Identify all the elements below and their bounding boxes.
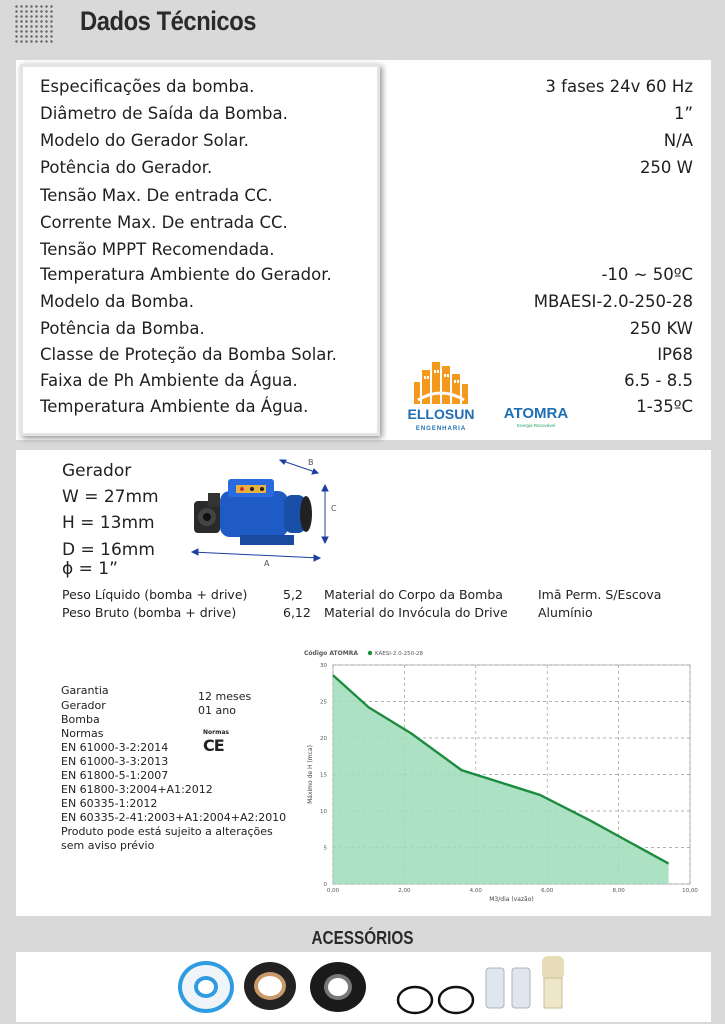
warranty-generator-value: 12 meses	[198, 690, 252, 703]
dimension-w: W = 27mm	[62, 487, 159, 507]
spec-label: Classe de Proteção da Bomba Solar.	[40, 345, 337, 364]
x-tick-label: 0,00	[326, 888, 340, 894]
generator-title: Gerador	[62, 461, 132, 481]
dimension-b-label: B	[308, 458, 314, 467]
spec-value: MBAESI-2.0-250-28	[533, 292, 693, 311]
drive-material-label: Material do Invócula do Drive	[324, 605, 508, 620]
x-axis-label: M3/dia (vazão)	[489, 896, 534, 903]
atomra-logo-name: ATOMRA	[503, 405, 569, 422]
y-tick-label: 0	[323, 882, 327, 888]
drive-material-value: Alumínio	[538, 605, 593, 620]
spec-value: 250 KW	[629, 319, 693, 338]
performance-chart	[300, 645, 705, 910]
spec-value: 1”	[673, 104, 693, 123]
weight-liquid-label: Peso Líquido (bomba + drive)	[62, 587, 248, 602]
spec-value: N/A	[663, 131, 693, 150]
warranty-pump-value: 01 ano	[198, 704, 236, 717]
ellosun-logo-name: ELLOSUN	[407, 406, 475, 422]
spec-label: Temperatura Ambiente do Gerador.	[40, 265, 332, 284]
ellosun-logo	[404, 356, 478, 436]
spec-value: IP68	[657, 345, 693, 364]
spec-label: Faixa de Ph Ambiente da Água.	[40, 371, 298, 390]
y-tick-label: 20	[320, 736, 327, 742]
standard-item: EN 61800-3:2004+A1:2012	[61, 783, 213, 796]
disclaimer-line-1: Produto pode está sujeito a alterações	[61, 825, 273, 838]
pump-diagram	[180, 455, 350, 580]
spec-label: Diâmetro de Saída da Bomba.	[40, 104, 288, 123]
warranty-generator-label: Gerador	[61, 699, 106, 712]
dimension-c-label: C	[331, 504, 337, 513]
x-tick-label: 2,00	[398, 888, 411, 894]
spec-value: 250 W	[639, 158, 693, 177]
y-tick-label: 10	[320, 809, 327, 815]
y-tick-label: 25	[320, 699, 327, 706]
body-material-label: Material do Corpo da Bomba	[324, 587, 503, 602]
normas-badge-label: Normas	[203, 729, 229, 736]
spec-value: 3 fases 24v 60 Hz	[545, 77, 693, 96]
legend-label: KAESI-2.0-250-28	[375, 651, 424, 657]
chart-title: Código ATOMRA	[304, 650, 358, 657]
spec-label: Modelo da Bomba.	[40, 292, 195, 311]
y-tick-label: 15	[320, 772, 327, 779]
y-tick-label: 30	[320, 663, 327, 669]
series-area	[333, 675, 669, 884]
warranty-pump-label: Bomba	[61, 713, 100, 726]
spec-label: Potência da Bomba.	[40, 319, 205, 338]
standard-item: EN 60335-2-41:2003+A1:2004+A2:2010	[61, 811, 287, 824]
atomra-logo	[496, 400, 576, 430]
warranty-title: Garantia	[61, 684, 109, 697]
x-tick-label: 10,00	[682, 888, 698, 894]
standard-item: EN 61000-3-3:2013	[61, 755, 169, 768]
x-tick-label: 6,00	[541, 888, 554, 894]
body-material-value: Imã Perm. S/Escova	[538, 587, 662, 602]
weight-gross-label: Peso Bruto (bomba + drive)	[62, 605, 237, 620]
spec-label: Modelo do Gerador Solar.	[40, 131, 249, 150]
dimension-h: H = 13mm	[62, 513, 155, 533]
atomra-logo-sub: Energia Renovável	[516, 423, 556, 428]
standards-label: Normas	[61, 727, 104, 740]
insulating-tape-icon	[244, 962, 296, 1010]
spec-label: Tensão MPPT Recomendada.	[40, 240, 275, 259]
standard-item: EN 61800-5-1:2007	[61, 769, 169, 782]
spec-label: Tensão Max. De entrada CC.	[40, 186, 273, 205]
foot-valve-icon	[542, 956, 564, 1008]
pump-image	[194, 479, 312, 545]
standard-item: EN 60335-1:2012	[61, 797, 158, 810]
spec-value: 6.5 - 8.5	[624, 371, 693, 390]
header-dots-decoration	[14, 4, 54, 44]
dimension-phi: ϕ = 1”	[62, 559, 118, 579]
spec-value: -10 ~ 50ºC	[601, 265, 693, 284]
y-axis-label: Máximo de H (mca)	[307, 745, 314, 804]
weight-gross-value: 6,12	[283, 605, 311, 620]
spec-label: Corrente Max. De entrada CC.	[40, 213, 288, 232]
dimension-a-label: A	[264, 559, 270, 568]
electrical-tape-icon	[310, 962, 366, 1012]
o-ring-icon	[398, 987, 473, 1013]
spec-label: Potência do Gerador.	[40, 158, 213, 177]
page-title: Dados Técnicos	[80, 6, 257, 36]
spec-value: 1-35ºC	[636, 397, 693, 416]
spec-label: Temperatura Ambiente da Água.	[40, 397, 309, 416]
accessories-images	[170, 956, 590, 1018]
x-tick-label: 4,00	[469, 888, 482, 894]
standard-item: EN 61000-3-2:2014	[61, 741, 169, 754]
weight-liquid-value: 5,2	[283, 587, 303, 602]
hose-connector-icon	[486, 968, 530, 1008]
x-tick-label: 8,00	[612, 888, 625, 894]
spec-label: Especificações da bomba.	[40, 77, 255, 96]
y-tick-label: 5	[323, 845, 327, 852]
disclaimer-line-2: sem aviso prévio	[61, 839, 155, 852]
ellosun-logo-sub: ENGENHARIA	[415, 426, 467, 432]
dimension-d: D = 16mm	[62, 540, 155, 560]
teflon-tape-icon	[178, 961, 234, 1013]
legend-marker	[368, 651, 372, 655]
ce-mark: CE	[203, 736, 224, 755]
accessories-title: ACESSÓRIOS	[311, 928, 414, 948]
